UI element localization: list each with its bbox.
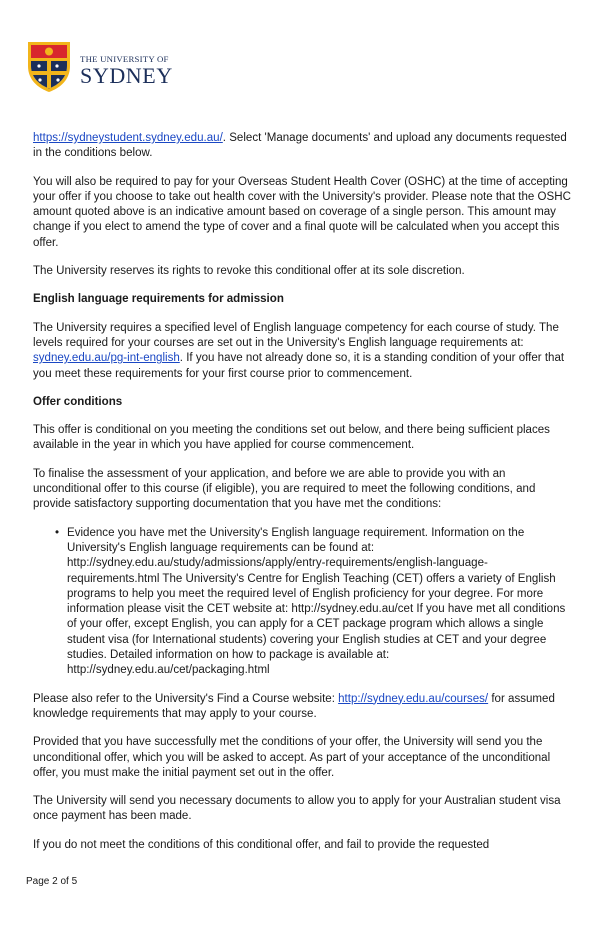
bullet-icon: • bbox=[55, 526, 60, 539]
wordmark-top: THE UNIVERSITY OF bbox=[80, 54, 169, 64]
list-item-text: Evidence you have met the University's English language requirement. Information on the University's English language requirements can be found at: http://sydney.edu.au/study/admissions/apply/entry-requirements/english-language-requirements.html The University's Centre for English Teaching (CET) offers a variety of English programs to help you meet the required level of English proficiency for your degree. For more information please visit the CET website at: http://sydney.edu.au/cet If you have met all conditions of your offer, except English, you can apply for a CET package program which allows a single student visa (for International students) covering your English studies at CET and your degree studies. Detailed information on how to package is available at: http://sydney.edu.au/cet/packaging.html bbox=[67, 526, 566, 677]
university-header bbox=[26, 40, 173, 96]
paragraph-oshc: You will also be required to pay for your Overseas Student Health Cover (OSHC) at the time of accepting your offer if you choose to take out health cover with the University's provider. Please note that the OSHC amount quoted above is an indicative amount based on coverage of a single person. This amount may change if you elect to amend the type of cover and a final quote will be calculated when you accept this offer. bbox=[33, 175, 571, 249]
student-portal-link[interactable]: https://sydneystudent.sydney.edu.au/ bbox=[33, 132, 223, 144]
find-course-link[interactable]: http://sydney.edu.au/courses/ bbox=[338, 692, 489, 705]
heading-offer-conditions: Offer conditions bbox=[33, 395, 123, 408]
paragraph-finalise: To finalise the assessment of your application, and before we are able to provide you with an unconditional offer to this course (if eligible), you are required to meet the following conditions, and provide satisfactory supporting documentation that you have met the conditions: bbox=[33, 467, 536, 511]
paragraph-conditional: This offer is conditional on you meeting the conditions set out below, and there being sufficient places available in the year in which you have applied for course commencement. bbox=[33, 424, 550, 452]
university-crest-icon bbox=[26, 40, 72, 94]
paragraph-text: . Select 'Manage documents' and upload any documents requested in the conditions below. bbox=[33, 132, 567, 160]
paragraph-text: for assumed knowledge requirements that may apply to your course. bbox=[33, 692, 555, 720]
page-number: Page 2 of 5 bbox=[26, 876, 78, 887]
paragraph-unconditional: Provided that you have successfully met the conditions of your offer, the University will send you the unconditional offer, which you will be asked to accept. As part of your acceptance of the unconditional offer, you must make the initial payment set out in the offer. bbox=[33, 736, 551, 779]
conditions-list bbox=[33, 526, 573, 679]
paragraph-english bbox=[33, 321, 573, 382]
paragraph-find-course bbox=[33, 692, 573, 723]
paragraph-text: . If you have not already done so, it is a standing condition of your offer that you meet these requirements for your first course prior to commencement. bbox=[33, 352, 565, 380]
paragraph-visa: The University will send you necessary documents to allow you to apply for your Australian student visa once payment has been made. bbox=[33, 795, 561, 823]
paragraph-text: Please also refer to the University's Find a Course website: bbox=[33, 692, 339, 705]
heading-english-requirements: English language requirements for admission bbox=[33, 293, 284, 306]
paragraph-text: The University requires a specified level of English language competency for each course of study. The levels required for your courses are set out in the University's English language requirements at: bbox=[33, 321, 559, 349]
list-item bbox=[55, 526, 573, 679]
paragraph-revoke: The University reserves its rights to revoke this conditional offer at its sole discretion. bbox=[33, 265, 465, 278]
letter-body bbox=[33, 131, 573, 866]
paragraph-student-portal bbox=[33, 131, 573, 162]
wordmark-main: SYDNEY bbox=[80, 63, 173, 88]
english-requirements-link[interactable]: sydney.edu.au/pg-int-english bbox=[33, 352, 180, 365]
university-wordmark bbox=[80, 54, 173, 87]
paragraph-fail-conditions: If you do not meet the conditions of this conditional offer, and fail to provide the requested bbox=[33, 838, 490, 851]
